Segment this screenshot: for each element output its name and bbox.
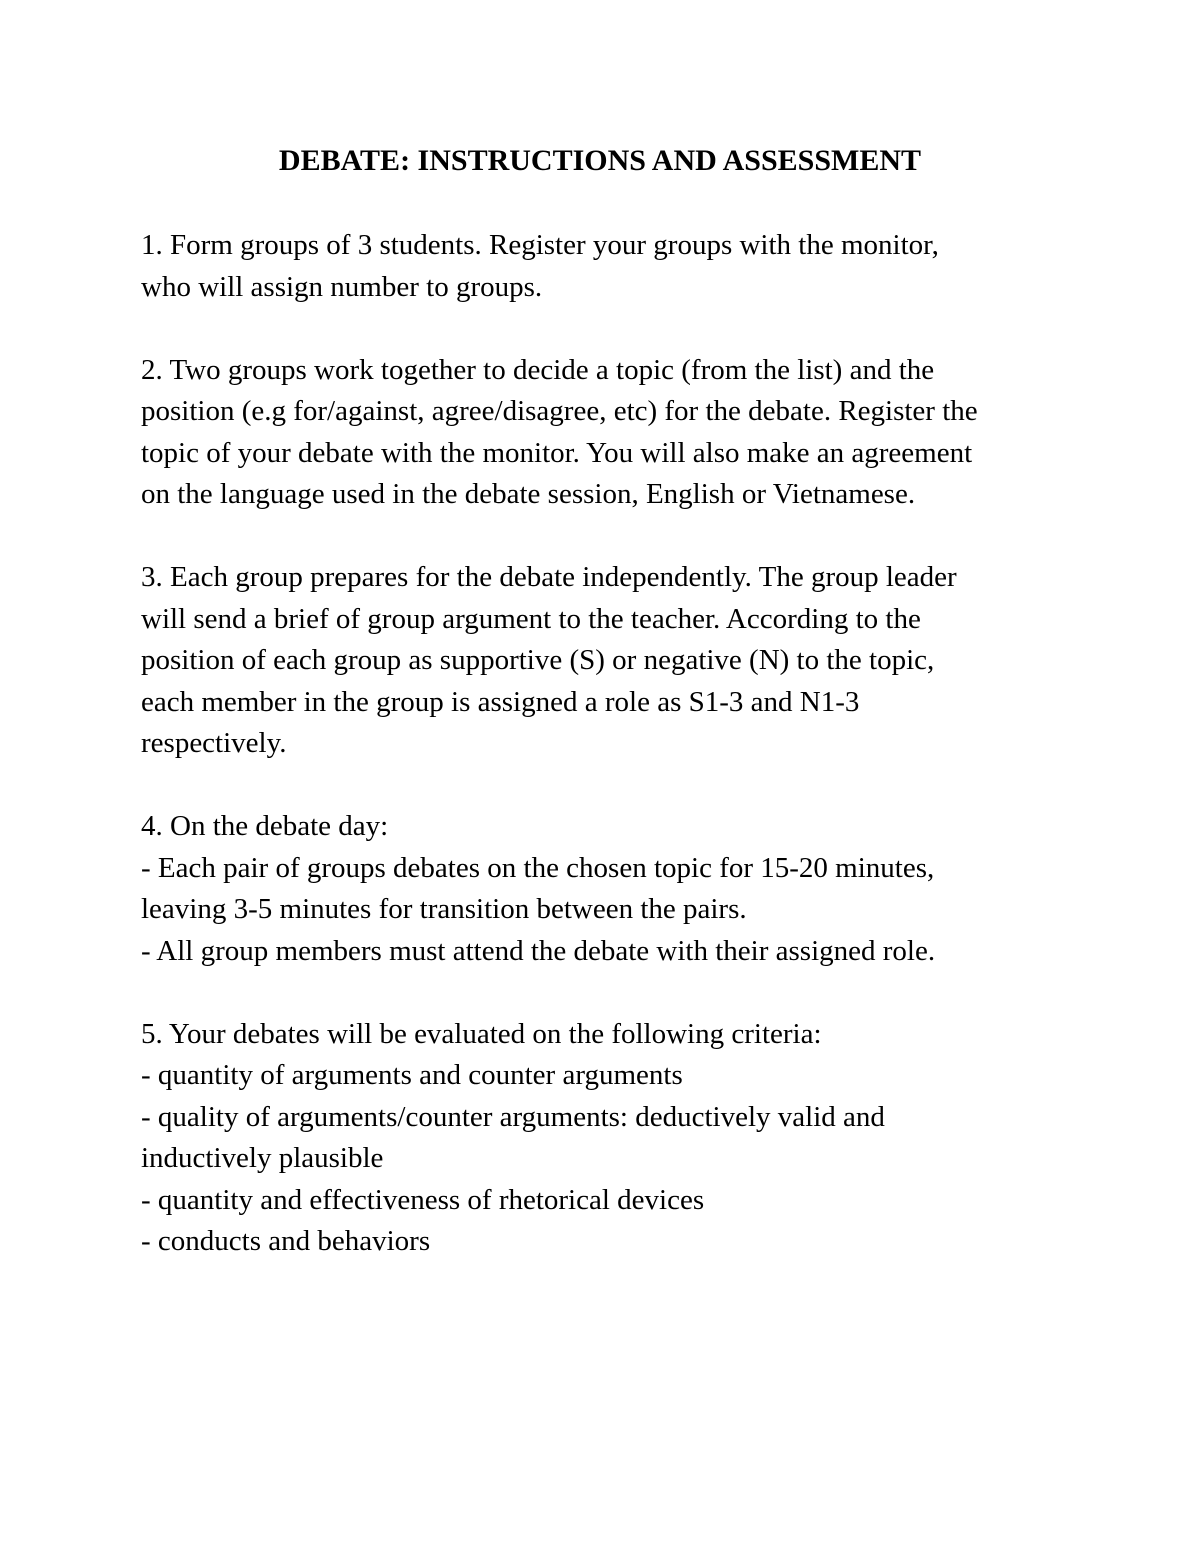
section-1-form-groups <box>141 225 1081 308</box>
document-body <box>141 225 1081 1304</box>
text-line: 4. On the debate day: <box>141 810 389 842</box>
section-4-debate-day <box>141 806 1081 972</box>
text-line: leaving 3-5 minutes for transition between the pairs. <box>141 893 747 925</box>
text-line: each member in the group is assigned a role as S1-3 and N1-3 <box>141 685 860 718</box>
text-line: 1. Form groups of 3 students. Register your groups with the monitor, <box>141 229 939 261</box>
text-line: will send a brief of group argument to the teacher. According to the <box>141 602 921 635</box>
text-line: 3. Each group prepares for the debate independently. The group leader <box>141 561 957 593</box>
page-title: DEBATE: INSTRUCTIONS AND ASSESSMENT <box>278 144 922 177</box>
text-line: 2. Two groups work together to decide a topic (from the list) and the <box>141 353 935 386</box>
text-line: on the language used in the debate session, English or Vietnamese. <box>141 478 916 510</box>
text-line: - conducts and behaviors <box>141 1225 431 1257</box>
section-2-topic-selection <box>141 350 1081 516</box>
text-line: position (e.g for/against, agree/disagree, etc) for the debate. Register the <box>141 395 978 427</box>
text-line: - Each pair of groups debates on the chosen topic for 15-20 minutes, <box>141 851 935 884</box>
section-5-evaluation-criteria <box>141 1014 1081 1263</box>
text-line: - All group members must attend the debate with their assigned role. <box>141 934 936 967</box>
text-line: 5. Your debates will be evaluated on the following criteria: <box>141 1017 822 1050</box>
text-line: who will assign number to groups. <box>141 270 543 303</box>
text-line: - quality of arguments/counter arguments: deductively valid and <box>141 1100 885 1133</box>
text-line: - quantity of arguments and counter arguments <box>141 1059 683 1091</box>
text-line: inductively plausible <box>141 1142 384 1174</box>
text-line: position of each group as supportive (S) or negative (N) to the topic, <box>141 644 935 676</box>
section-3-preparation <box>141 557 1081 765</box>
text-line: topic of your debate with the monitor. You will also make an agreement <box>141 436 973 469</box>
text-line: respectively. <box>141 727 287 759</box>
text-line: - quantity and effectiveness of rhetorical devices <box>141 1183 705 1216</box>
